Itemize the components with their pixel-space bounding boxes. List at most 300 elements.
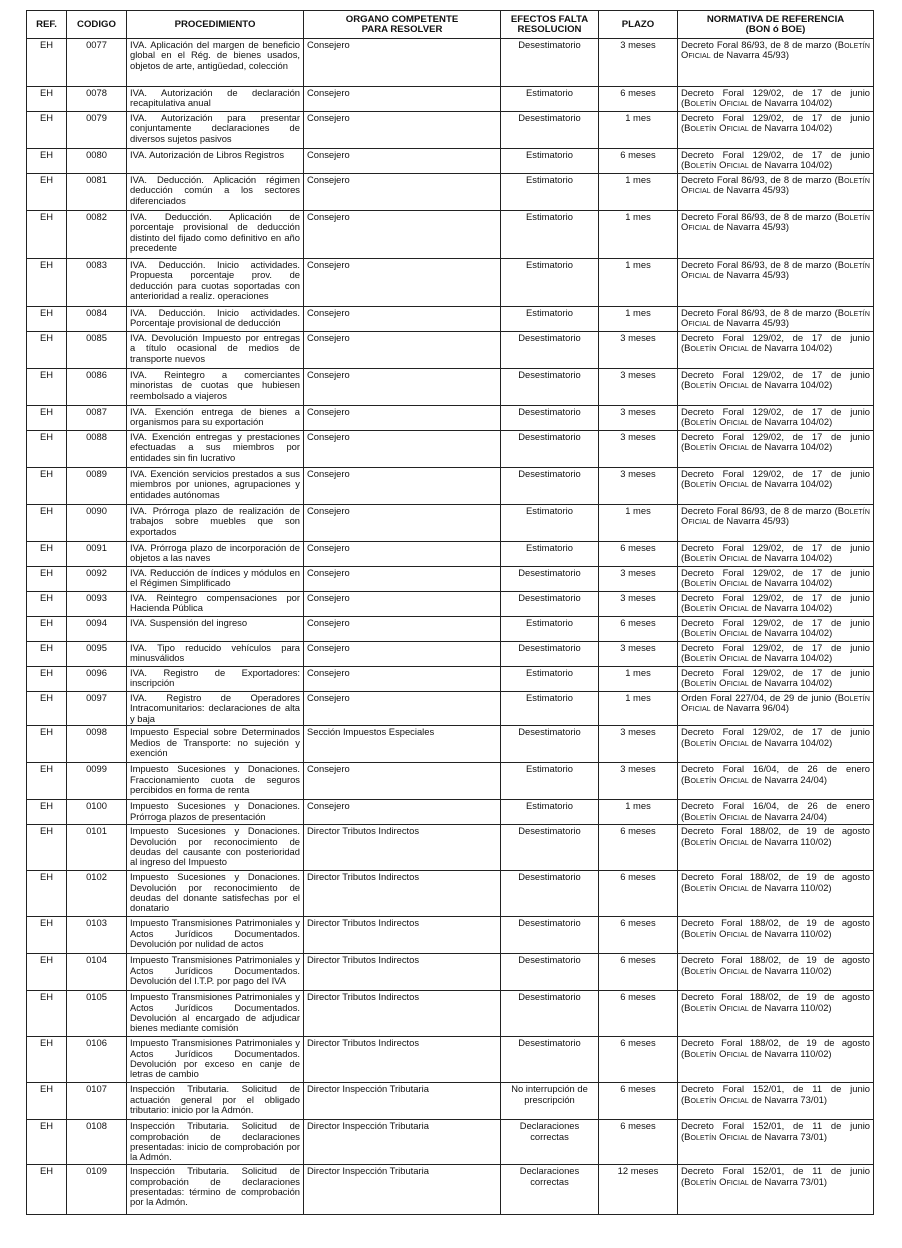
- normativa-text: Decreto Foral 188/02, de 19 de agosto (: [681, 1037, 870, 1059]
- cell-efectos: Desestimatorio: [501, 954, 599, 991]
- table-row: [27, 307, 874, 332]
- cell-codigo: 0078: [67, 87, 127, 112]
- bulletin-name: Boletín Oficial: [684, 736, 749, 748]
- cell-organo: Consejero: [304, 642, 501, 667]
- normativa-text: Decreto Foral 129/02, de 17 de junio (: [681, 369, 870, 391]
- cell-organo: Consejero: [304, 332, 501, 369]
- header-organo-line1: ORGANO COMPETENTE: [345, 13, 459, 25]
- cell-codigo: 0099: [67, 763, 127, 800]
- normativa-text: Decreto Foral 152/01, de 11 de junio (: [681, 1165, 870, 1187]
- cell-codigo: 0085: [67, 332, 127, 369]
- cell-plazo: 6 meses: [599, 1120, 678, 1165]
- table-row: [27, 692, 874, 726]
- normativa-text: Decreto Foral 86/93, de 8 de marzo (: [681, 505, 838, 516]
- cell-efectos: Estimatorio: [501, 505, 599, 542]
- cell-ref: EH: [27, 406, 67, 431]
- cell-ref: EH: [27, 642, 67, 667]
- normativa-issue: de Navarra 104/02): [748, 652, 833, 664]
- cell-procedimiento: Inspección Tributaria. Solicitud de actuación general por el obligado tributario: inicio por la Admón.: [127, 1083, 304, 1120]
- cell-procedimiento: IVA. Reducción de índices y módulos en el Régimen Simplificado: [127, 567, 304, 592]
- cell-ref: EH: [27, 763, 67, 800]
- normativa-issue: de Navarra 104/02): [748, 478, 833, 490]
- cell-codigo: 0077: [67, 39, 127, 87]
- cell-ref: EH: [27, 542, 67, 567]
- cell-procedimiento: Impuesto Sucesiones y Donaciones. Devolución por reconocimiento de deudas del causante con posterioridad al ingreso del Impuesto: [127, 825, 304, 871]
- normativa-issue: de Navarra 45/93): [710, 269, 789, 281]
- normativa-text: Decreto Foral 188/02, de 19 de agosto (: [681, 825, 870, 847]
- cell-ref: EH: [27, 112, 67, 149]
- cell-normativa: [678, 800, 874, 825]
- cell-organo: Consejero: [304, 259, 501, 307]
- cell-organo: Consejero: [304, 763, 501, 800]
- cell-ref: EH: [27, 954, 67, 991]
- table-row: [27, 592, 874, 617]
- cell-ref: EH: [27, 567, 67, 592]
- cell-plazo: 6 meses: [599, 542, 678, 567]
- cell-efectos: Declaraciones correctas: [501, 1165, 599, 1215]
- cell-plazo: 6 meses: [599, 917, 678, 954]
- normativa-issue: de Navarra 104/02): [748, 736, 833, 748]
- table-row: [27, 917, 874, 954]
- cell-codigo: 0101: [67, 825, 127, 871]
- cell-plazo: 6 meses: [599, 825, 678, 871]
- normativa-issue: de Navarra 73/01): [748, 1093, 828, 1105]
- cell-codigo: 0108: [67, 1120, 127, 1165]
- cell-normativa: [678, 726, 874, 763]
- normativa-text: Decreto Foral 129/02, de 17 de junio (: [681, 468, 870, 490]
- cell-plazo: 6 meses: [599, 149, 678, 174]
- cell-normativa: [678, 617, 874, 642]
- cell-normativa: [678, 369, 874, 406]
- bulletin-name: Boletín Oficial: [684, 627, 749, 639]
- cell-ref: EH: [27, 991, 67, 1037]
- cell-codigo: 0092: [67, 567, 127, 592]
- cell-organo: Consejero: [304, 307, 501, 332]
- normativa-text: Decreto Foral 16/04, de 26 de enero (: [681, 800, 870, 822]
- cell-procedimiento: IVA. Deducción. Aplicación de porcentaje provisional de deducción distinto del fijado como definitivo en año precedente: [127, 211, 304, 259]
- cell-organo: Consejero: [304, 369, 501, 406]
- cell-ref: EH: [27, 917, 67, 954]
- table-row: [27, 1037, 874, 1083]
- cell-codigo: 0089: [67, 468, 127, 505]
- cell-ref: EH: [27, 825, 67, 871]
- table-row: [27, 468, 874, 505]
- cell-codigo: 0100: [67, 800, 127, 825]
- bulletin-name: Boletín Oficial: [684, 1047, 749, 1059]
- cell-normativa: [678, 149, 874, 174]
- cell-procedimiento: IVA. Exención servicios prestados a sus miembros por uniones, agrupaciones y entidades autónomas: [127, 468, 304, 505]
- cell-ref: EH: [27, 431, 67, 468]
- cell-ref: EH: [27, 87, 67, 112]
- table-row: [27, 39, 874, 87]
- normativa-issue: de Navarra 45/93): [710, 515, 789, 527]
- cell-efectos: Desestimatorio: [501, 332, 599, 369]
- cell-organo: Consejero: [304, 112, 501, 149]
- table-row: [27, 871, 874, 917]
- normativa-text: Decreto Foral 129/02, de 17 de junio (: [681, 642, 870, 664]
- cell-efectos: Desestimatorio: [501, 991, 599, 1037]
- bulletin-name: Boletín Oficial: [684, 677, 749, 689]
- cell-organo: Director Tributos Indirectos: [304, 871, 501, 917]
- normativa-issue: de Navarra 104/02): [748, 159, 833, 171]
- table-row: [27, 112, 874, 149]
- normativa-text: Decreto Foral 129/02, de 17 de junio (: [681, 406, 870, 428]
- cell-organo: Sección Impuestos Especiales: [304, 726, 501, 763]
- cell-plazo: 3 meses: [599, 332, 678, 369]
- cell-procedimiento: Impuesto Transmisiones Patrimoniales y Actos Jurídicos Documentados. Devolución al encargado de adjudicar bienes mediante comisión: [127, 991, 304, 1037]
- normativa-text: Decreto Foral 129/02, de 17 de junio (: [681, 592, 870, 614]
- cell-plazo: 3 meses: [599, 642, 678, 667]
- cell-organo: Director Inspección Tributaria: [304, 1120, 501, 1165]
- cell-efectos: Estimatorio: [501, 259, 599, 307]
- bulletin-name: Boletín Oficial: [684, 1130, 749, 1142]
- cell-codigo: 0079: [67, 112, 127, 149]
- cell-organo: Director Inspección Tributaria: [304, 1083, 501, 1120]
- cell-normativa: [678, 174, 874, 211]
- cell-procedimiento: IVA. Prórroga plazo de incorporación de objetos a las naves: [127, 542, 304, 567]
- cell-efectos: Desestimatorio: [501, 406, 599, 431]
- bulletin-name: Boletín Oficial: [684, 835, 749, 847]
- normativa-text: Decreto Foral 86/93, de 8 de marzo (: [681, 307, 838, 318]
- normativa-issue: de Navarra 104/02): [748, 677, 833, 689]
- cell-organo: Consejero: [304, 211, 501, 259]
- cell-ref: EH: [27, 149, 67, 174]
- cell-efectos: Desestimatorio: [501, 431, 599, 468]
- cell-normativa: [678, 1120, 874, 1165]
- cell-codigo: 0095: [67, 642, 127, 667]
- cell-organo: Consejero: [304, 174, 501, 211]
- bulletin-name: Boletín Oficial: [684, 602, 749, 614]
- normativa-text: Decreto Foral 188/02, de 19 de agosto (: [681, 991, 870, 1013]
- table-row: [27, 667, 874, 692]
- cell-normativa: [678, 991, 874, 1037]
- cell-codigo: 0087: [67, 406, 127, 431]
- normativa-issue: de Navarra 104/02): [748, 441, 833, 453]
- bulletin-name: Boletín Oficial: [684, 1175, 749, 1187]
- normativa-text: Decreto Foral 152/01, de 11 de junio (: [681, 1083, 870, 1105]
- cell-organo: Consejero: [304, 692, 501, 726]
- cell-organo: Consejero: [304, 592, 501, 617]
- cell-plazo: 1 mes: [599, 307, 678, 332]
- cell-efectos: Desestimatorio: [501, 567, 599, 592]
- cell-ref: EH: [27, 259, 67, 307]
- cell-plazo: 1 mes: [599, 112, 678, 149]
- cell-procedimiento: IVA. Prórroga plazo de realización de trabajos sobre muebles que son exportados: [127, 505, 304, 542]
- cell-efectos: Desestimatorio: [501, 871, 599, 917]
- table-row: [27, 1120, 874, 1165]
- cell-organo: Consejero: [304, 87, 501, 112]
- table-row: [27, 149, 874, 174]
- bulletin-name: Boletín Oficial: [684, 810, 749, 822]
- cell-efectos: Desestimatorio: [501, 112, 599, 149]
- normativa-issue: de Navarra 104/02): [748, 97, 833, 109]
- cell-organo: Consejero: [304, 468, 501, 505]
- cell-organo: Director Tributos Indirectos: [304, 1037, 501, 1083]
- cell-efectos: No interrupción de prescripción: [501, 1083, 599, 1120]
- header-normativa-line1: NORMATIVA DE REFERENCIA: [706, 13, 845, 25]
- cell-ref: EH: [27, 1083, 67, 1120]
- cell-plazo: 1 mes: [599, 259, 678, 307]
- table-header-row: [27, 11, 874, 39]
- cell-codigo: 0082: [67, 211, 127, 259]
- cell-ref: EH: [27, 592, 67, 617]
- cell-efectos: Estimatorio: [501, 667, 599, 692]
- cell-codigo: 0081: [67, 174, 127, 211]
- cell-ref: EH: [27, 800, 67, 825]
- cell-plazo: 3 meses: [599, 39, 678, 87]
- cell-efectos: Desestimatorio: [501, 39, 599, 87]
- cell-efectos: Estimatorio: [501, 87, 599, 112]
- cell-plazo: 6 meses: [599, 991, 678, 1037]
- cell-plazo: 3 meses: [599, 369, 678, 406]
- cell-ref: EH: [27, 1037, 67, 1083]
- normativa-text: Decreto Foral 86/93, de 8 de marzo (: [681, 174, 838, 185]
- normativa-issue: de Navarra 104/02): [748, 379, 833, 391]
- bulletin-name: Boletín Oficial: [684, 416, 749, 428]
- cell-procedimiento: Impuesto Sucesiones y Donaciones. Fraccionamiento cuota de seguros percibidos en forma de renta: [127, 763, 304, 800]
- bulletin-name: Boletín Oficial: [684, 552, 749, 564]
- cell-normativa: [678, 542, 874, 567]
- bulletin-name: Boletín Oficial: [684, 881, 749, 893]
- cell-codigo: 0091: [67, 542, 127, 567]
- cell-codigo: 0097: [67, 692, 127, 726]
- document-page: [26, 10, 873, 1215]
- cell-normativa: [678, 307, 874, 332]
- cell-codigo: 0090: [67, 505, 127, 542]
- cell-efectos: Estimatorio: [501, 149, 599, 174]
- table-body: [27, 39, 874, 1215]
- cell-procedimiento: Impuesto Sucesiones y Donaciones. Devolución por reconocimiento de deudas del donante satisfechas por el donatario: [127, 871, 304, 917]
- table-row: [27, 800, 874, 825]
- cell-codigo: 0088: [67, 431, 127, 468]
- cell-procedimiento: IVA. Autorización para presentar conjuntamente declaraciones de diversos sujetos pasivos: [127, 112, 304, 149]
- table-row: [27, 406, 874, 431]
- normativa-issue: de Navarra 104/02): [748, 416, 833, 428]
- table-row: [27, 174, 874, 211]
- cell-codigo: 0086: [67, 369, 127, 406]
- cell-normativa: [678, 468, 874, 505]
- bulletin-name: Boletín Oficial: [684, 478, 749, 490]
- cell-normativa: [678, 112, 874, 149]
- cell-procedimiento: IVA. Registro de Exportadores: inscripción: [127, 667, 304, 692]
- cell-procedimiento: IVA. Deducción. Inicio actividades. Propuesta porcentaje prov. de deducción para cuotas soportadas con anterioridad a realiz. operaciones: [127, 259, 304, 307]
- cell-plazo: 1 mes: [599, 505, 678, 542]
- table-row: [27, 332, 874, 369]
- cell-efectos: Desestimatorio: [501, 825, 599, 871]
- cell-procedimiento: IVA. Suspensión del ingreso: [127, 617, 304, 642]
- normativa-issue: de Navarra 45/93): [710, 317, 789, 329]
- bulletin-name: Boletín Oficial: [684, 97, 749, 109]
- cell-plazo: 3 meses: [599, 567, 678, 592]
- cell-normativa: [678, 87, 874, 112]
- cell-efectos: Desestimatorio: [501, 592, 599, 617]
- cell-codigo: 0109: [67, 1165, 127, 1215]
- normativa-issue: de Navarra 110/02): [748, 927, 832, 939]
- cell-ref: EH: [27, 468, 67, 505]
- cell-efectos: Estimatorio: [501, 800, 599, 825]
- normativa-text: Decreto Foral 188/02, de 19 de agosto (: [681, 954, 870, 976]
- normativa-issue: de Navarra 73/01): [748, 1130, 828, 1142]
- normativa-issue: de Navarra 24/04): [748, 773, 828, 785]
- normativa-issue: de Navarra 110/02): [748, 881, 832, 893]
- table-row: [27, 726, 874, 763]
- cell-ref: EH: [27, 617, 67, 642]
- table-row: [27, 369, 874, 406]
- normativa-text: Decreto Foral 129/02, de 17 de junio (: [681, 332, 870, 354]
- cell-normativa: [678, 39, 874, 87]
- bulletin-name: Boletín Oficial: [681, 505, 870, 527]
- table-row: [27, 567, 874, 592]
- cell-organo: Consejero: [304, 149, 501, 174]
- cell-plazo: 1 mes: [599, 667, 678, 692]
- header-normativa: [678, 11, 874, 39]
- cell-ref: EH: [27, 1120, 67, 1165]
- cell-plazo: 3 meses: [599, 406, 678, 431]
- header-normativa-line2: (BON ó BOE): [745, 23, 806, 35]
- cell-organo: Consejero: [304, 567, 501, 592]
- cell-organo: Consejero: [304, 800, 501, 825]
- cell-plazo: 6 meses: [599, 954, 678, 991]
- cell-codigo: 0107: [67, 1083, 127, 1120]
- normativa-issue: de Navarra 96/04): [710, 702, 789, 714]
- normativa-text: Decreto Foral 188/02, de 19 de agosto (: [681, 871, 870, 893]
- cell-normativa: [678, 431, 874, 468]
- cell-organo: Consejero: [304, 406, 501, 431]
- normativa-issue: de Navarra 110/02): [748, 1001, 832, 1013]
- cell-procedimiento: Impuesto Transmisiones Patrimoniales y Actos Jurídicos Documentados. Devolución por nulidad de actos: [127, 917, 304, 954]
- cell-normativa: [678, 1037, 874, 1083]
- header-efectos: [501, 11, 599, 39]
- normativa-issue: de Navarra 110/02): [748, 835, 832, 847]
- cell-procedimiento: Inspección Tributaria. Solicitud de comprobación de declaraciones presentadas: término de comprobación por la Admón.: [127, 1165, 304, 1215]
- cell-plazo: 1 mes: [599, 211, 678, 259]
- header-organo-line2: PARA RESOLVER: [361, 23, 443, 35]
- cell-procedimiento: Impuesto Especial sobre Determinados Medios de Transporte: no sujeción y exención: [127, 726, 304, 763]
- cell-codigo: 0094: [67, 617, 127, 642]
- normativa-text: Decreto Foral 152/01, de 11 de junio (: [681, 1120, 870, 1142]
- cell-plazo: 3 meses: [599, 763, 678, 800]
- table-row: [27, 1083, 874, 1120]
- header-plazo: PLAZO: [599, 11, 678, 39]
- cell-efectos: Estimatorio: [501, 174, 599, 211]
- normativa-issue: de Navarra 104/02): [748, 122, 833, 134]
- cell-ref: EH: [27, 692, 67, 726]
- cell-organo: Consejero: [304, 667, 501, 692]
- bulletin-name: Boletín Oficial: [681, 307, 870, 329]
- cell-normativa: [678, 592, 874, 617]
- cell-ref: EH: [27, 307, 67, 332]
- cell-procedimiento: IVA. Autorización de declaración recapitulativa anual: [127, 87, 304, 112]
- cell-efectos: Estimatorio: [501, 617, 599, 642]
- cell-plazo: 12 meses: [599, 1165, 678, 1215]
- cell-efectos: Desestimatorio: [501, 1037, 599, 1083]
- cell-procedimiento: Impuesto Sucesiones y Donaciones. Prórroga plazos de presentación: [127, 800, 304, 825]
- cell-procedimiento: Inspección Tributaria. Solicitud de comprobación de declaraciones presentadas: inicio de comprobación por la Admón.: [127, 1120, 304, 1165]
- cell-procedimiento: IVA. Devolución Impuesto por entregas a título ocasional de medios de transporte nuevos: [127, 332, 304, 369]
- cell-organo: Director Tributos Indirectos: [304, 954, 501, 991]
- cell-normativa: [678, 259, 874, 307]
- bulletin-name: Boletín Oficial: [681, 692, 870, 714]
- normativa-text: Decreto Foral 129/02, de 17 de junio (: [681, 617, 870, 639]
- cell-normativa: [678, 667, 874, 692]
- table-row: [27, 763, 874, 800]
- cell-organo: Consejero: [304, 431, 501, 468]
- bulletin-name: Boletín Oficial: [684, 379, 749, 391]
- cell-plazo: 3 meses: [599, 468, 678, 505]
- header-efectos-line1: EFECTOS FALTA: [510, 13, 589, 25]
- bulletin-name: Boletín Oficial: [684, 342, 749, 354]
- cell-organo: Director Inspección Tributaria: [304, 1165, 501, 1215]
- normativa-issue: de Navarra 24/04): [748, 810, 828, 822]
- cell-organo: Director Tributos Indirectos: [304, 917, 501, 954]
- table-row: [27, 542, 874, 567]
- cell-organo: Consejero: [304, 39, 501, 87]
- cell-efectos: Desestimatorio: [501, 369, 599, 406]
- normativa-text: Decreto Foral 86/93, de 8 de marzo (: [681, 39, 838, 50]
- cell-normativa: [678, 692, 874, 726]
- normativa-text: Decreto Foral 129/02, de 17 de junio (: [681, 567, 870, 589]
- bulletin-name: Boletín Oficial: [681, 39, 870, 61]
- header-codigo: CODIGO: [67, 11, 127, 39]
- bulletin-name: Boletín Oficial: [684, 927, 749, 939]
- cell-procedimiento: IVA. Autorización de Libros Registros: [127, 149, 304, 174]
- cell-codigo: 0084: [67, 307, 127, 332]
- table-row: [27, 505, 874, 542]
- header-organo: [304, 11, 501, 39]
- cell-normativa: [678, 1083, 874, 1120]
- cell-ref: EH: [27, 871, 67, 917]
- normativa-issue: de Navarra 110/02): [748, 1047, 832, 1059]
- normativa-issue: de Navarra 73/01): [748, 1175, 828, 1187]
- procedures-table: [26, 10, 874, 1215]
- normativa-text: Decreto Foral 129/02, de 17 de junio (: [681, 112, 870, 134]
- cell-normativa: [678, 211, 874, 259]
- cell-procedimiento: IVA. Registro de Operadores Intracomunitarios: declaraciones de alta y baja: [127, 692, 304, 726]
- cell-procedimiento: IVA. Deducción. Aplicación régimen deducción común a los sectores diferenciados: [127, 174, 304, 211]
- table-row: [27, 825, 874, 871]
- normativa-issue: de Navarra 45/93): [710, 184, 789, 196]
- cell-efectos: Desestimatorio: [501, 468, 599, 505]
- cell-ref: EH: [27, 174, 67, 211]
- cell-normativa: [678, 917, 874, 954]
- cell-codigo: 0104: [67, 954, 127, 991]
- cell-efectos: Desestimatorio: [501, 642, 599, 667]
- normativa-issue: de Navarra 104/02): [748, 577, 833, 589]
- bulletin-name: Boletín Oficial: [684, 577, 749, 589]
- table-row: [27, 87, 874, 112]
- bulletin-name: Boletín Oficial: [684, 1093, 749, 1105]
- cell-organo: Consejero: [304, 542, 501, 567]
- cell-ref: EH: [27, 1165, 67, 1215]
- table-row: [27, 617, 874, 642]
- cell-plazo: 6 meses: [599, 1083, 678, 1120]
- cell-normativa: [678, 871, 874, 917]
- normativa-text: Decreto Foral 188/02, de 19 de agosto (: [681, 917, 870, 939]
- cell-ref: EH: [27, 211, 67, 259]
- normativa-text: Orden Foral 227/04, de 29 de junio (: [681, 692, 838, 703]
- cell-normativa: [678, 505, 874, 542]
- cell-procedimiento: IVA. Reintegro a comerciantes minoristas de cuotas que hubiesen reembolsado a viajeros: [127, 369, 304, 406]
- bulletin-name: Boletín Oficial: [684, 964, 749, 976]
- cell-procedimiento: IVA. Exención entrega de bienes a organismos para su exportación: [127, 406, 304, 431]
- cell-ref: EH: [27, 332, 67, 369]
- cell-ref: EH: [27, 726, 67, 763]
- cell-efectos: Estimatorio: [501, 763, 599, 800]
- cell-plazo: 6 meses: [599, 87, 678, 112]
- cell-codigo: 0096: [67, 667, 127, 692]
- normativa-issue: de Navarra 110/02): [748, 964, 832, 976]
- cell-plazo: 6 meses: [599, 1037, 678, 1083]
